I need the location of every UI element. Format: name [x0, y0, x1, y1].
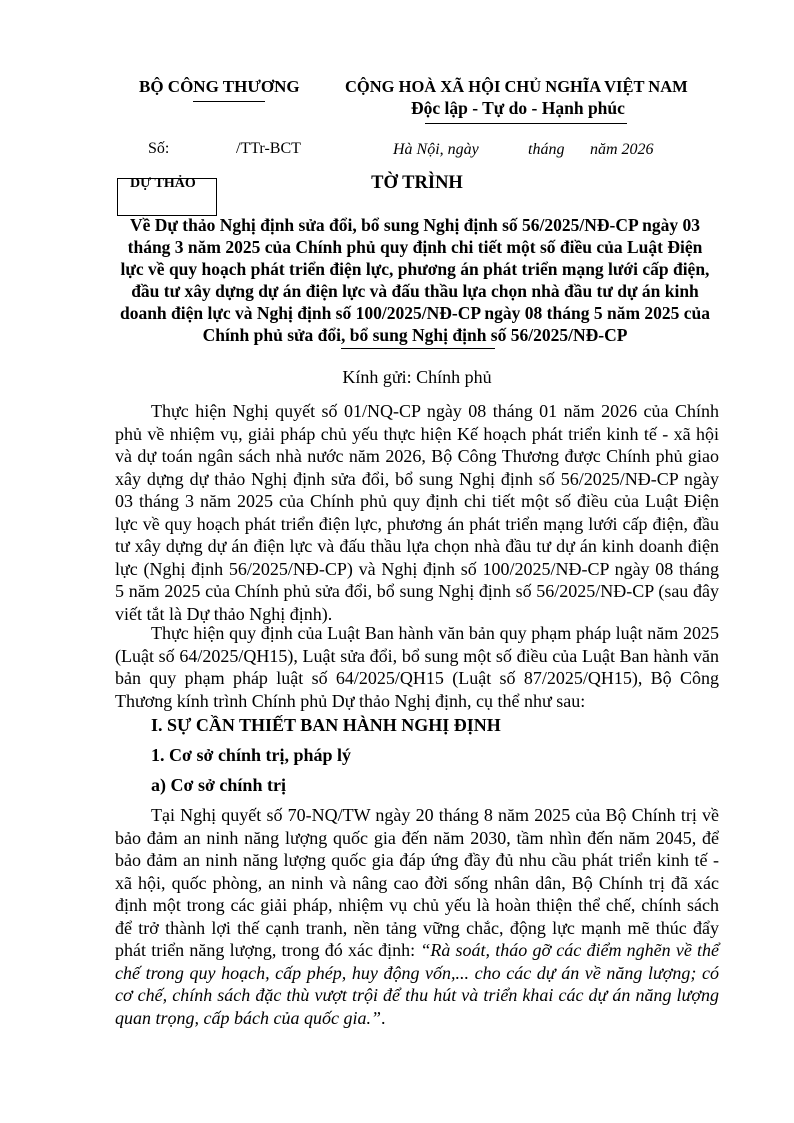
motto-underline [425, 123, 627, 124]
year-label: năm 2026 [590, 141, 654, 158]
document-type: TỜ TRÌNH [371, 173, 463, 193]
section-heading-2: 1. Cơ sở chính trị, pháp lý [151, 745, 351, 765]
paragraph-1 [115, 400, 719, 625]
paragraph-1-text: Thực hiện Nghị quyết số 01/NQ-CP ngày 08 tháng 01 năm 2026 của Chính phủ về nhiệm vụ, giải pháp chủ yếu thực hiện Kế hoạch phát triển kinh tế - xã hội và dự toán ngân sách nhà nước năm 2026, Bộ Công Thương được Chính phủ giao xây dựng dự thảo Nghị định sửa đổi, bổ sung Nghị định số 56/2025/NĐ-CP ngày 03 tháng 3 năm 2025 của Chính phủ quy định chi tiết một số điều của Luật Điện lực về quy hoạch phát triển điện lực, phương án phát triển mạng lưới cấp điện, đầu tư xây dựng dự án điện lực và đấu thầu lựa chọn nhà đầu tư dự án kinh doanh điện lực (Nghị định 56/2025/NĐ-CP) và Nghị định số 100/2025/NĐ-CP ngày 08 tháng 5 năm 2025 của Chính phủ sửa đổi, bổ sung Nghị định số 56/2025/NĐ-CP (sau đây viết tắt là Dự thảo Nghị định). [115, 401, 719, 624]
subject-underline [341, 348, 495, 349]
ministry-name: BỘ CÔNG THƯƠNG [139, 77, 300, 96]
draft-label: DỰ THẢO [130, 176, 196, 191]
place-date: Hà Nội, ngày [393, 141, 479, 158]
document-subject: Về Dự thảo Nghị định sửa đổi, bổ sung Nghị định số 56/2025/NĐ-CP ngày 03 tháng 3 năm 2025 của Chính phủ quy định chi tiết một số điều của Luật Điện lực về quy hoạch phát triển điện lực, phương án phát triển mạng lưới cấp điện, đầu tư xây dựng dự án điện lực và đấu thầu lựa chọn nhà đầu tư dự án kinh doanh điện lực và Nghị định số 100/2025/NĐ-CP ngày 08 tháng 5 năm 2025 của Chính phủ sửa đổi, bổ sung Nghị định số 56/2025/NĐ-CP [119, 215, 711, 345]
ministry-underline [193, 101, 265, 102]
section-heading-1: I. SỰ CẦN THIẾT BAN HÀNH NGHỊ ĐỊNH [151, 715, 501, 735]
paragraph-3-end: . [380, 1007, 386, 1028]
document-number-code: /TTr-BCT [236, 140, 301, 157]
paragraph-3-quote: “Rà soát, tháo gỡ các điểm nghẽn về thể chế trong quy hoạch, cấp phép, huy động vốn,... cho các dự án về năng lượng; có cơ chế, chính sách đặc thù vượt trội để thu hút và triển khai các dự án năng lượng quan trọng, cấp bách của quốc gia.” [115, 940, 720, 1028]
national-motto: Độc lập - Tự do - Hạnh phúc [411, 98, 625, 118]
paragraph-3-text [115, 804, 719, 1029]
document-number-label: Số: [148, 140, 170, 157]
paragraph-3-main: Tại Nghị quyết số 70-NQ/TW ngày 20 tháng 8 năm 2025 của Bộ Chính trị về bảo đảm an ninh năng lượng quốc gia đến năm 2030, tầm nhìn đến năm 2045, để bảo đảm an ninh năng lượng quốc gia đáp ứng đầy đủ nhu cầu phát triển kinh tế - xã hội, quốc phòng, an ninh và nâng cao đời sống nhân dân, Bộ Chính trị đã xác định một trong các giải pháp, nhiệm vụ chủ yếu là hoàn thiện thể chế, chính sách để trở thành lợi thế cạnh tranh, nền tảng vững chắc, động lực mạnh mẽ thúc đẩy phát triển năng lượng, trong đó xác định: [115, 805, 719, 960]
section-heading-3: a) Cơ sở chính trị [151, 775, 286, 795]
national-title: CỘNG HOÀ XÃ HỘI CHỦ NGHĨA VIỆT NAM [345, 77, 688, 96]
paragraph-3 [115, 804, 719, 1029]
recipient: Kính gửi: Chính phủ [342, 367, 492, 387]
paragraph-2-text: Thực hiện quy định của Luật Ban hành văn bản quy phạm pháp luật năm 2025 (Luật số 64/2025/QH15), Luật sửa đổi, bổ sung một số điều của Luật Ban hành văn bản quy phạm pháp luật số 64/2025/QH15 (Luật số 87/2025/QH15), Bộ Công Thương kính trình Chính phủ Dự thảo Nghị định, cụ thể như sau: [115, 623, 719, 711]
paragraph-2 [115, 622, 719, 712]
month-label: tháng [528, 141, 565, 158]
